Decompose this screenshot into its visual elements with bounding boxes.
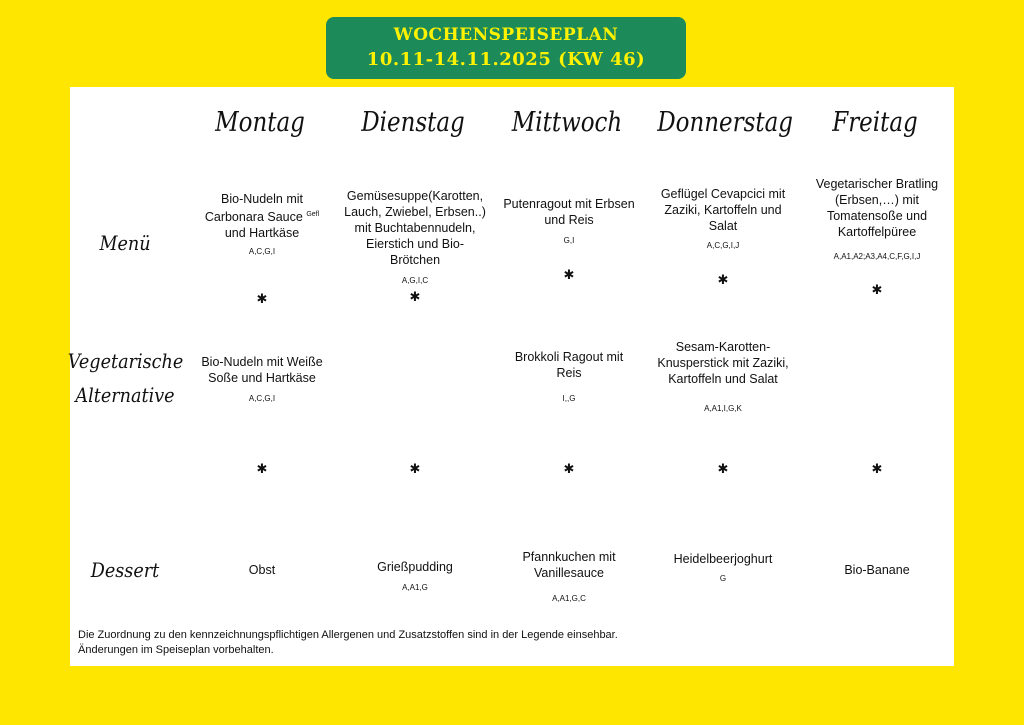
row-label-vegetarian-1: Vegetarische <box>67 349 184 373</box>
allergen-legend-note: Die Zuordnung zu den kennzeichnungspflichtigen Allergenen und Zusatzstoffen sind in der Legende einsehbar. <box>78 629 618 641</box>
separator-star: ✱ <box>563 267 575 282</box>
allergen-codes: A,G,I,C <box>401 276 429 285</box>
vegetarian-item-mittwoch: Brokkoli Ragout mit Reis <box>514 350 624 380</box>
footer-note <box>78 628 618 658</box>
allergen-codes: A,A1,A2;A3,A4,C,F,G,I,J <box>833 252 921 261</box>
vegetarian-item-donnerstag: Sesam-Karotten- Knusperstick mit Zaziki, Kartoffeln und Salat <box>657 340 789 386</box>
allergen-codes: A,A1,G,C <box>552 594 586 603</box>
allergen-codes: A,C,G,I <box>248 394 276 403</box>
separator-star: ✱ <box>409 289 421 304</box>
allergen-codes: G <box>719 574 727 583</box>
separator-star: ✱ <box>871 461 883 476</box>
separator-star: ✱ <box>256 461 268 476</box>
allergen-codes: I,,G <box>562 394 576 403</box>
menu-item-donnerstag: Geflügel Cevapcici mit Zaziki, Kartoffeln und Salat <box>660 187 786 233</box>
changes-reserved-note: Änderungen im Speiseplan vorbehalten. <box>78 644 274 656</box>
day-header-dienstag: Dienstag <box>361 107 465 138</box>
week-dates: 10.11-14.11.2025 (KW 46) <box>366 49 646 70</box>
menu-item-mittwoch: Putenragout mit Erbsen und Reis <box>503 197 635 227</box>
separator-star: ✱ <box>256 291 268 306</box>
allergen-codes: A,C,G,I <box>248 247 276 256</box>
dessert-item-freitag: Bio-Banane <box>844 563 910 577</box>
day-header-freitag: Freitag <box>832 107 918 138</box>
dessert-item-mittwoch: Pfannkuchen mit Vanillesauce <box>522 550 616 580</box>
day-header-donnerstag: Donnerstag <box>657 107 793 138</box>
separator-star: ✱ <box>717 461 729 476</box>
separator-star: ✱ <box>409 461 421 476</box>
day-header-montag: Montag <box>215 107 305 138</box>
menu-item-freitag: Vegetarischer Bratling (Erbsen,…) mit Tomatensoße und Kartoffelpüree <box>815 177 939 239</box>
row-label-dessert: Dessert <box>90 558 160 582</box>
page-title: WOCHENSPEISEPLAN <box>393 25 619 45</box>
title-box <box>326 17 686 79</box>
allergen-superscript: Gefl <box>306 211 320 218</box>
dessert-item-dienstag: Grießpudding <box>377 560 453 574</box>
allergen-codes: A,A1,G <box>402 583 428 592</box>
day-header-mittwoch: Mittwoch <box>511 107 623 138</box>
allergen-codes: G,I <box>563 236 575 245</box>
row-label-menu: Menü <box>99 231 151 255</box>
dessert-item-donnerstag: Heidelbeerjoghurt <box>673 552 773 566</box>
separator-star: ✱ <box>563 461 575 476</box>
menu-panel <box>67 87 954 666</box>
separator-star: ✱ <box>871 282 883 297</box>
allergen-codes: A,A1,I,G,K <box>704 404 742 413</box>
menu-item-dienstag: Gemüsesuppe(Karotten, Lauch, Zwiebel, Erbsen..) mit Buchtabennudeln, Eierstich und Bio- Brötchen <box>344 189 486 267</box>
allergen-codes: A,C,G,I,J <box>706 241 740 250</box>
menu-item-montag: Bio-Nudeln mit Carbonara Sauce $^{Gefl}$ und Hartkäse <box>204 192 320 240</box>
row-label-vegetarian-2: Alternative <box>75 383 175 407</box>
vegetarian-item-montag: Bio-Nudeln mit Weiße Soße und Hartkäse <box>201 355 323 385</box>
separator-star: ✱ <box>717 272 729 287</box>
dessert-item-montag: Obst <box>248 563 276 577</box>
